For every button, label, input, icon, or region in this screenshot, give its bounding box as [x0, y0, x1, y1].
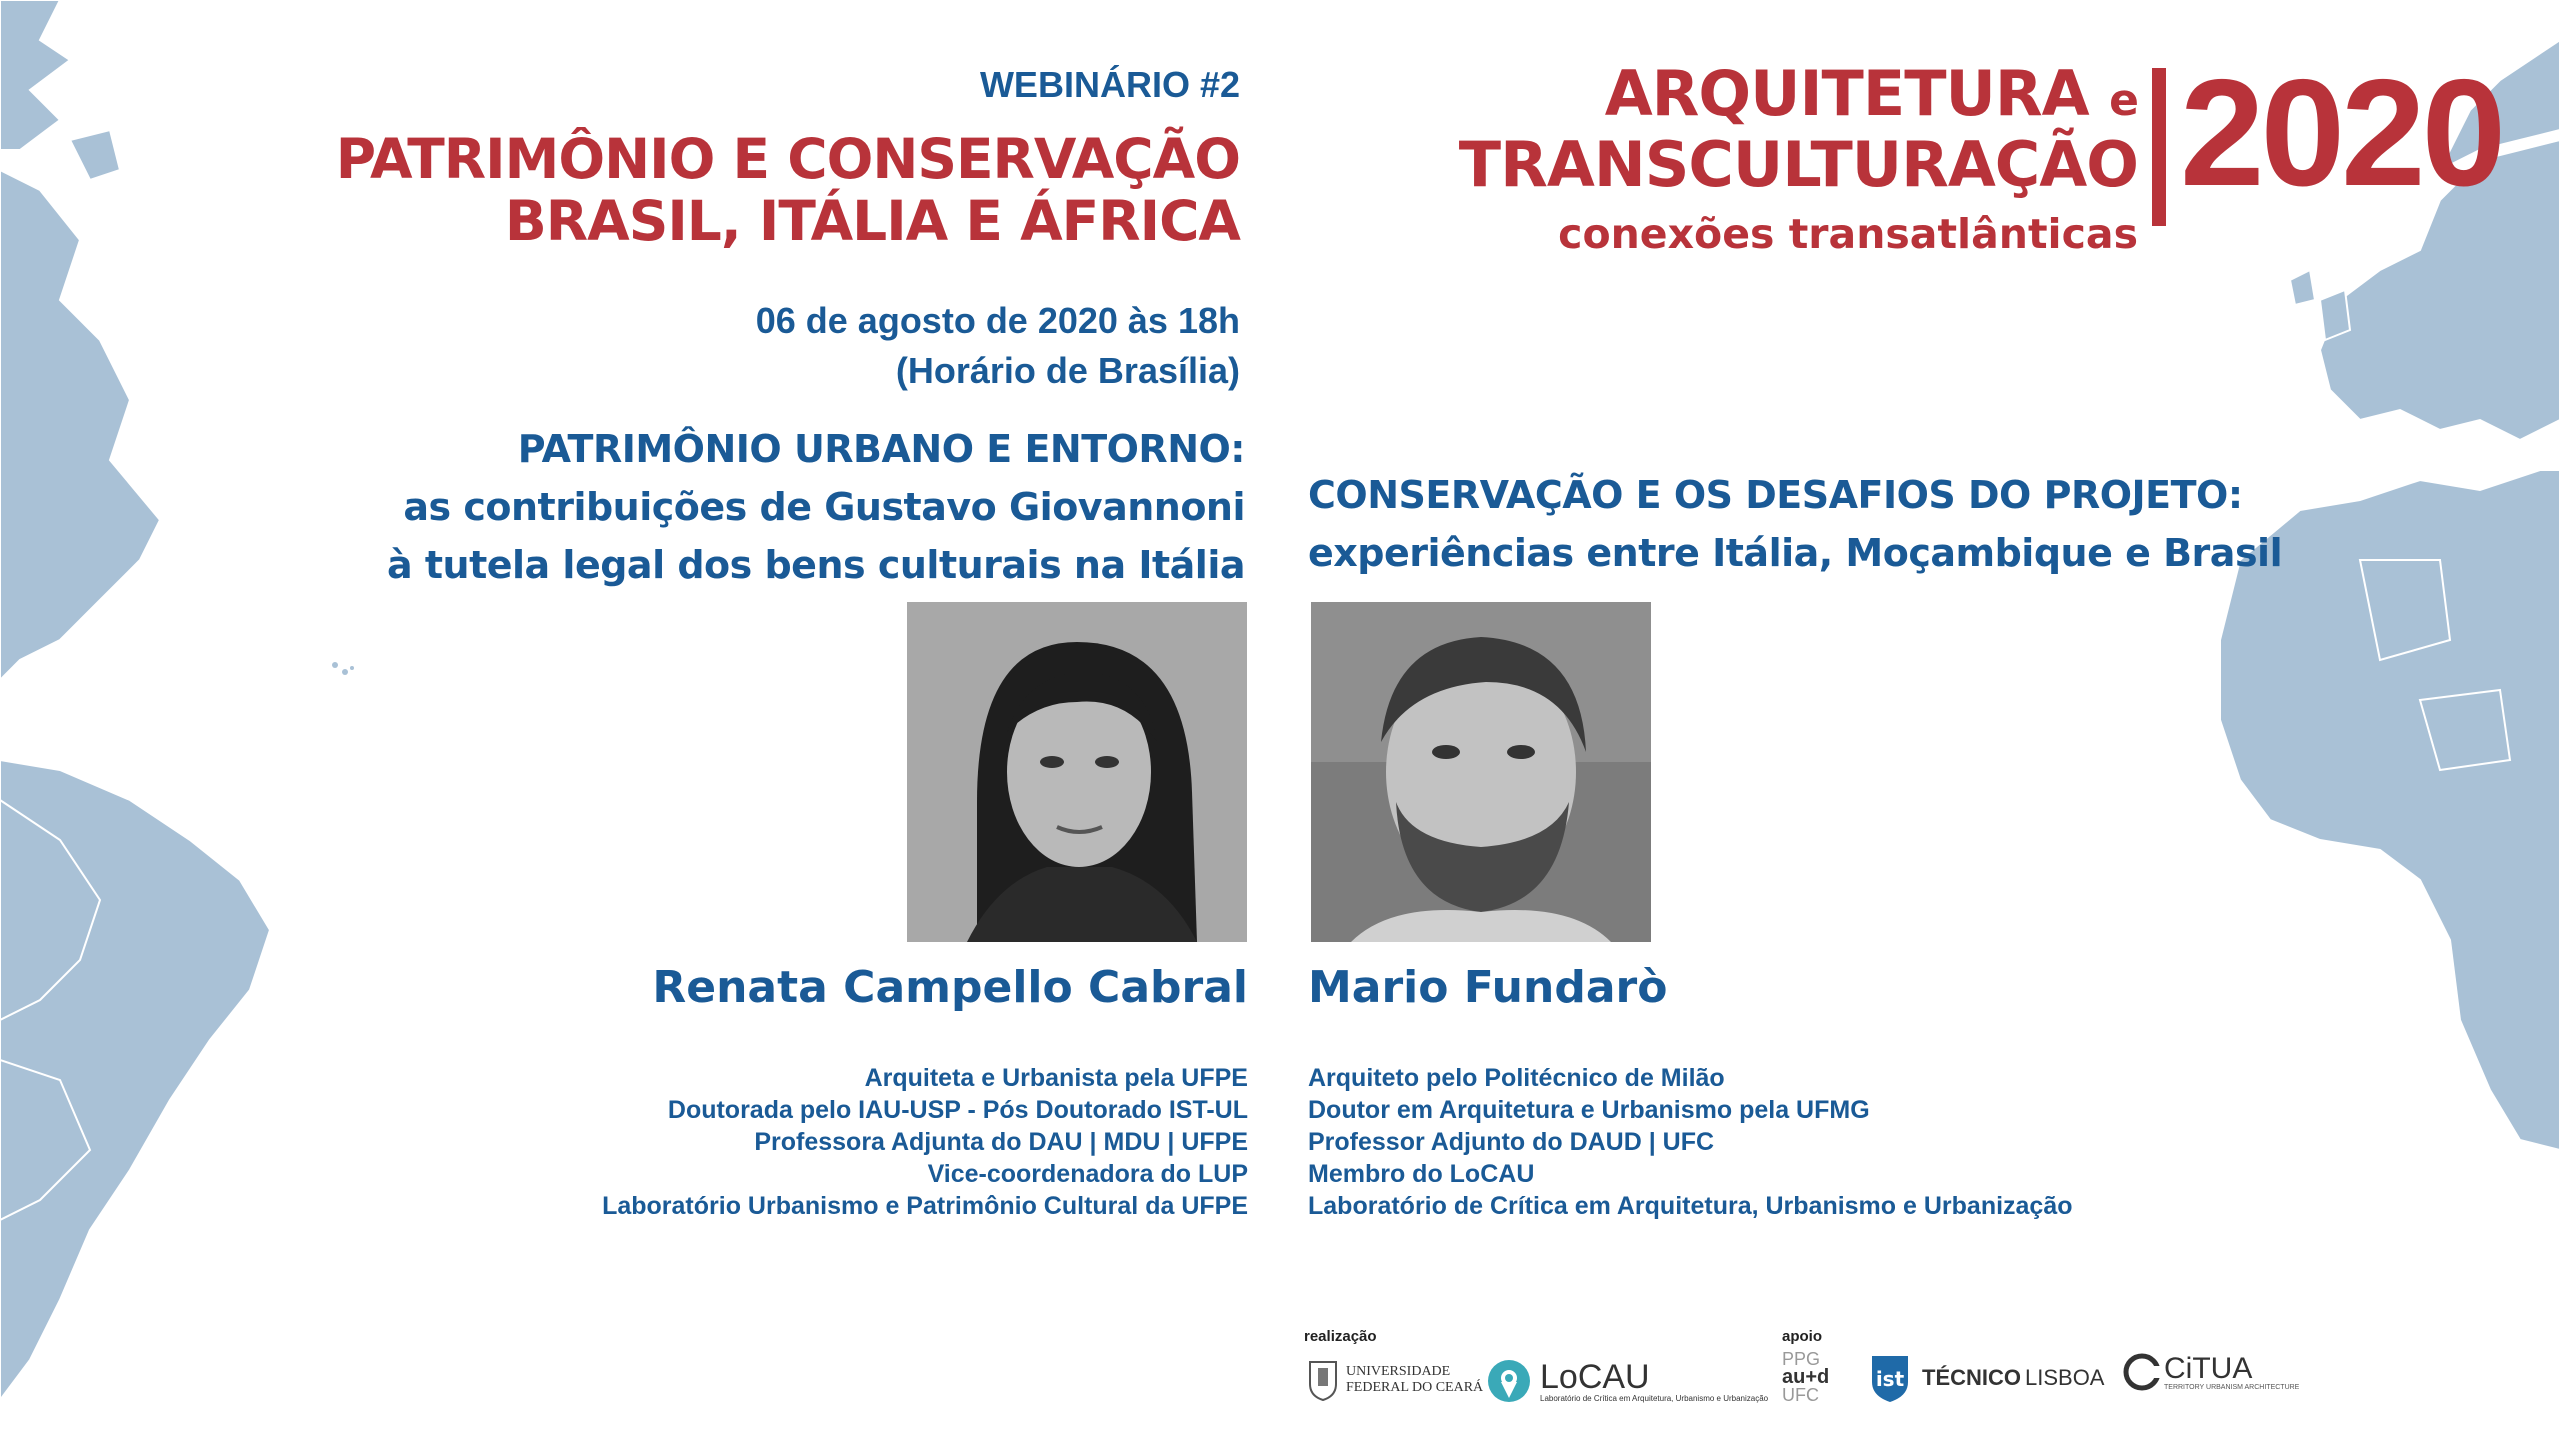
citua-caption: TERRITORY URBANISM ARCHITECTURE: [2164, 1383, 2300, 1391]
citua-name: CiTUA: [2164, 1351, 2253, 1385]
talk1-subtitle-line1: as contribuições de Gustavo Giovannoni: [403, 485, 1245, 529]
speaker2-bio-line: Doutor em Arquitetura e Urbanismo pela UFMG: [1308, 1096, 1870, 1124]
event-title-line2: BRASIL, ITÁLIA E ÁFRICA: [504, 189, 1240, 253]
speaker1-bio-line: Vice-coordenadora do LUP: [927, 1160, 1248, 1188]
brand-title: [1458, 57, 2138, 201]
brand-divider: [2152, 68, 2166, 226]
realizacao-label: realização: [1304, 1328, 1377, 1345]
speaker2-bio-line: Laboratório de Crítica em Arquitetura, Urbanismo e Urbanização: [1308, 1192, 2073, 1220]
ufc-line2: FEDERAL DO CEARÁ: [1346, 1380, 1484, 1395]
apoio-label: apoio: [1782, 1328, 1822, 1345]
tecnico-lisboa-logo: [1868, 1352, 2104, 1404]
speaker1-bio-line: Arquiteta e Urbanista pela UFPE: [864, 1064, 1248, 1092]
svg-text:ist: ist: [1875, 1367, 1905, 1391]
brand-line1: ARQUITETURA: [1604, 57, 2089, 130]
speaker1-bio-line: Laboratório Urbanismo e Patrimônio Cultural da UFPE: [602, 1192, 1248, 1220]
brand-line2: TRANSCULTURAÇÃO: [1458, 128, 2138, 201]
tecnico-light: LISBOA: [2025, 1365, 2105, 1390]
speaker1-bio-line: Doutorada pelo IAU-USP - Pós Doutorado IST-UL: [667, 1096, 1248, 1124]
speaker2-bio-line: Professor Adjunto do DAUD | UFC: [1308, 1128, 1715, 1156]
tecnico-shield-icon: [1868, 1352, 1912, 1404]
brand-line1-suffix: e: [2109, 75, 2138, 126]
ufc-crest-icon: [1306, 1358, 1340, 1402]
speaker2-name: Mario Fundarò: [1308, 962, 1668, 1013]
talk2-heading: CONSERVAÇÃO E OS DESAFIOS DO PROJETO:: [1308, 473, 2243, 517]
brand-year: 2020: [2180, 48, 2503, 218]
citua-circle-icon: [2122, 1352, 2162, 1392]
event-title: [336, 128, 1240, 252]
locau-pin-icon: [1486, 1358, 1532, 1404]
brand-subtitle: conexões transatlânticas: [1558, 210, 2138, 258]
locau-caption: Laboratório de Crítica em Arquitetura, Urbanismo e Urbanização: [1540, 1393, 1769, 1403]
citua-logo: [2122, 1352, 2299, 1392]
ppg-line2: au+d: [1782, 1366, 1830, 1388]
ppg-line3: UFC: [1782, 1385, 1819, 1405]
ufc-line1: UNIVERSIDADE: [1346, 1364, 1451, 1379]
speaker1-name: Renata Campello Cabral: [652, 962, 1248, 1013]
webinar-label: WEBINÁRIO #2: [979, 64, 1240, 105]
ppg-aud-logo: [1782, 1350, 1829, 1404]
ufc-logo: [1306, 1358, 1483, 1402]
speaker2-bio: [1308, 1062, 2073, 1222]
talk2-title: [1308, 466, 2282, 582]
talk1-title: [387, 420, 1245, 594]
event-date-line1: 06 de agosto de 2020 às 18h: [755, 300, 1240, 341]
event-title-line1: PATRIMÔNIO E CONSERVAÇÃO: [335, 127, 1240, 191]
tecnico-bold: TÉCNICO: [1922, 1365, 2021, 1390]
locau-name: LoCAU: [1540, 1357, 1650, 1396]
talk2-subtitle-line1: experiências entre Itália, Moçambique e Brasil: [1308, 531, 2283, 575]
speaker1-bio: [602, 1062, 1248, 1222]
speaker2-photo: [1311, 602, 1651, 942]
event-date: [756, 296, 1240, 396]
event-date-line2: (Horário de Brasília): [895, 350, 1240, 391]
locau-logo: [1486, 1358, 1768, 1404]
speaker1-bio-line: Professora Adjunta do DAU | MDU | UFPE: [754, 1128, 1248, 1156]
talk1-heading: PATRIMÔNIO URBANO E ENTORNO:: [517, 427, 1245, 471]
speaker1-photo: [907, 602, 1247, 942]
speaker2-bio-line: Membro do LoCAU: [1308, 1160, 1535, 1188]
speaker2-bio-line: Arquiteto pelo Politécnico de Milão: [1308, 1064, 1725, 1092]
ppg-line1: PPG: [1782, 1349, 1821, 1369]
talk1-subtitle-line2: à tutela legal dos bens culturais na Itália: [387, 543, 1245, 587]
